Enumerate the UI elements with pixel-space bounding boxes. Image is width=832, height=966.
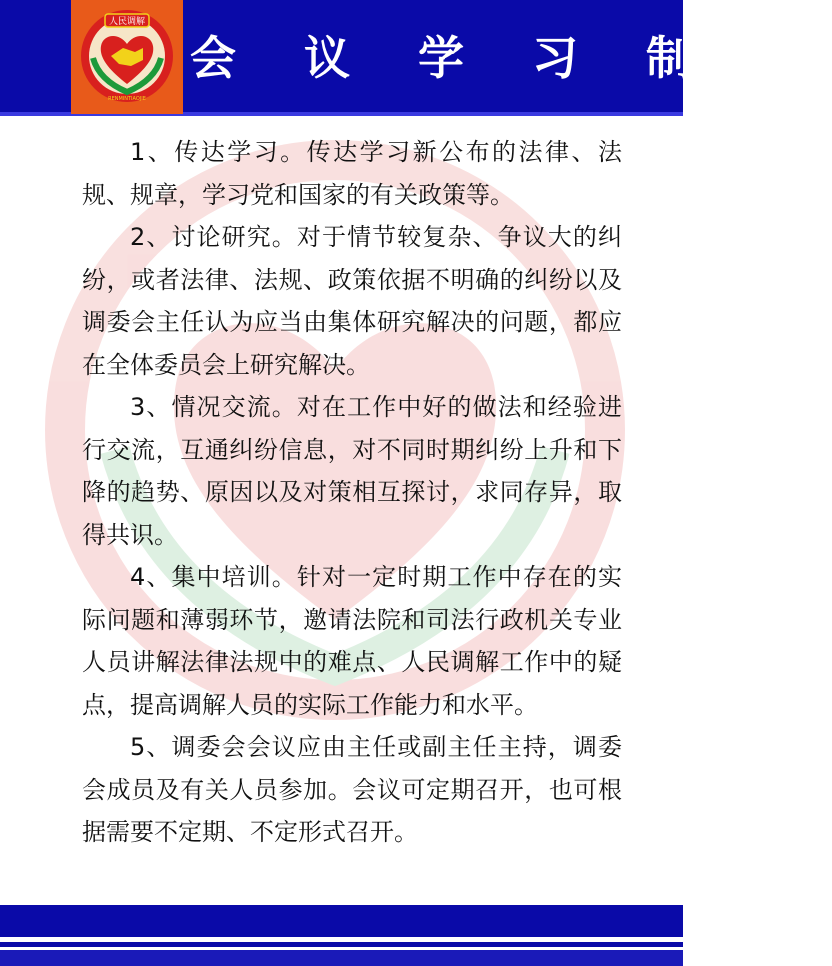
rule-item-3: 3、情况交流。对在工作中好的做法和经验进行交流，互通纠纷信息，对不同时期纠纷上升和下降的趋势、原因以及对策相互探讨，求同存异，取得共识。	[82, 393, 622, 549]
rule-item-1: 1、传达学习。传达学习新公布的法律、法规、规章，学习党和国家的有关政策等。	[82, 138, 622, 209]
footer-line	[0, 942, 683, 947]
people-mediation-emblem-icon	[79, 8, 175, 104]
logo-bottom-text: RENMINTIAOJIE	[108, 96, 146, 102]
rule-item-5: 5、调委会会议应由主任或副主任主持，调委会成员及有关人员参加。会议可定期召开，也可根据需要不定期、不定形式召开。	[82, 733, 622, 846]
logo	[71, 0, 183, 114]
rule-item-4: 4、集中培训。针对一定时期工作中存在的实际问题和薄弱环节，邀请法院和司法行政机关专业人员讲解法律法规中的难点、人民调解工作中的疑点，提高调解人员的实际工作能力和水平。	[82, 563, 622, 719]
logo-top-text: 人民调解	[108, 17, 146, 27]
page-title: 会 议 学 习 制 度	[190, 31, 832, 85]
footer-bar-lower	[0, 950, 683, 966]
footer-bar	[0, 905, 683, 937]
rule-item-2: 2、讨论研究。对于情节较复杂、争议大的纠纷，或者法律、法规、政策依据不明确的纠纷以及调委会主任认为应当由集体研究解决的问题，都应在全体委员会上研究解决。	[82, 223, 622, 379]
regulation-body	[82, 131, 622, 854]
